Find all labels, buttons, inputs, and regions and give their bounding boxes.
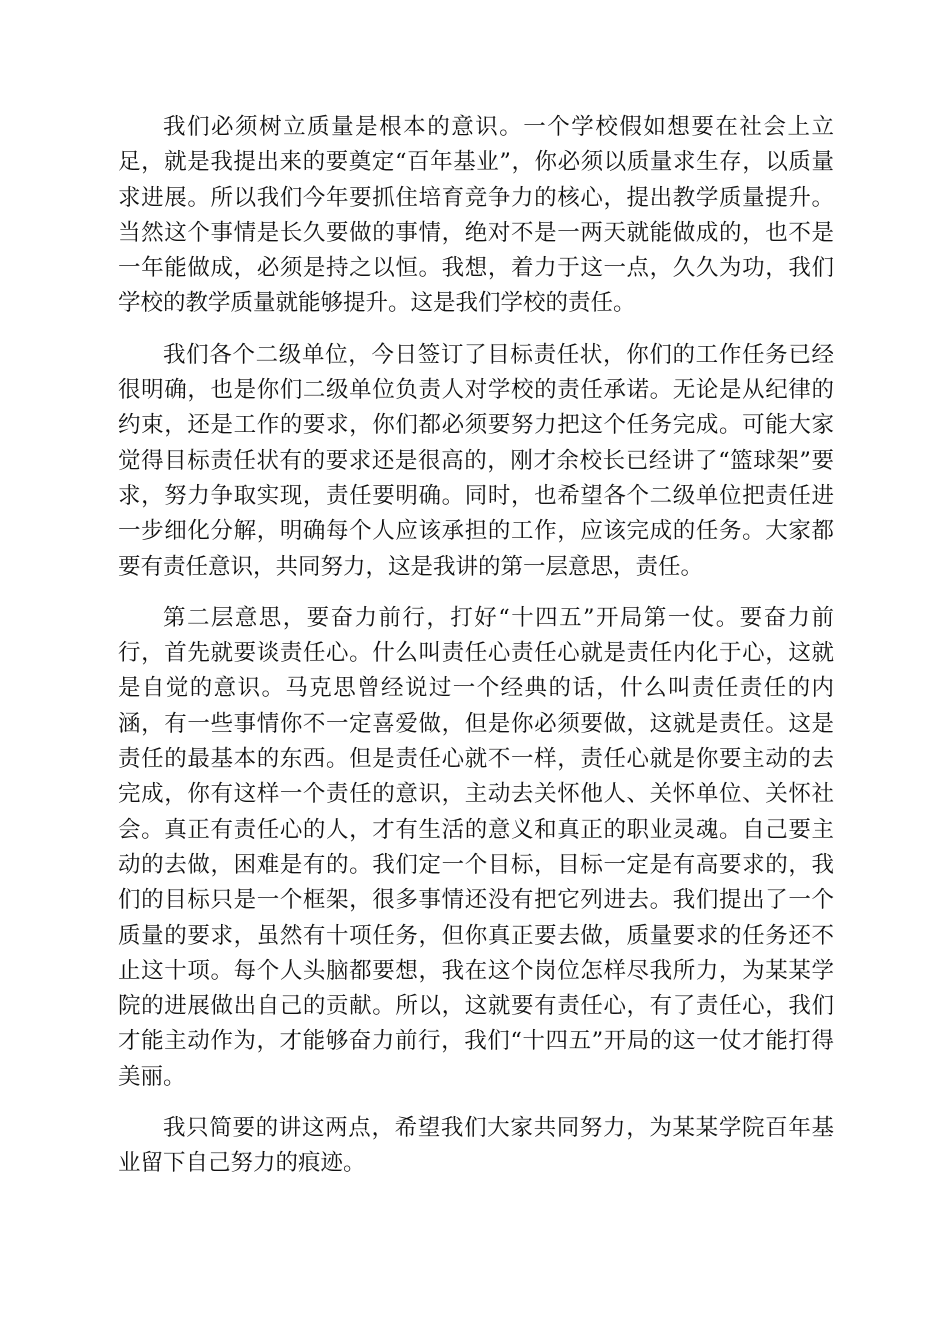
paragraph-quality: 我们必须树立质量是根本的意识。一个学校假如想要在社会上立足，就是我提出来的要奠定“百年基业”，你必须以质量求生存，以质量求进展。所以我们今年要抓住培育竞争力的核心，提出教学质量提升。当然这个事情是长久要做的事情，绝对不是一两天就能做成的，也不是一年能做成，必须是持之以恒。我想，着力于这一点，久久为功，我们学校的教学质量就能够提升。这是我们学校的责任。 [118, 114, 834, 317]
paragraph-sense-of-responsibility: 第二层意思，要奋力前行，打好“十四五”开局第一仗。要奋力前行，首先就要谈责任心。什么叫责任心责任心就是责任内化于心，这就是自觉的意识。马克思曾经说过一个经典的话，什么叫责任责任的内涵，有一些事情你不一定喜爱做，但是你必须要做，这就是责任。这是责任的最基本的东西。但是责任心就不一样，责任心就是你要主动的去完成，你有这样一个责任的意识，主动去关怀他人、关怀单位、关怀社会。真正有责任心的人，才有生活的意义和真正的职业灵魂。自己要主动的去做，困难是有的。我们定一个目标，目标一定是有高要求的，我们的目标只是一个框架，很多事情还没有把它列进去。我们提出了一个质量的要求，虽然有十项任务，但你真正要去做，质量要求的任务还不止这十项。每个人头脑都要想，我在这个岗位怎样尽我所力，为某某学院的进展做出自己的贡献。所以，这就要有责任心，有了责任心，我们才能主动作为，才能够奋力前行，我们“十四五”开局的这一仗才能打得美丽。 [118, 604, 834, 1090]
document-body [118, 110, 834, 1182]
paragraph-responsibility: 我们各个二级单位，今日签订了目标责任状，你们的工作任务已经很明确，也是你们二级单位负责人对学校的责任承诺。无论是从纪律的约束，还是工作的要求，你们都必须要努力把这个任务完成。可能大家觉得目标责任状有的要求还是很高的，刚才余校长已经讲了“篮球架”要求，努力争取实现，责任要明确。同时，也希望各个二级单位把责任进一步细化分解，明确每个人应该承担的工作，应该完成的任务。大家都要有责任意识，共同努力，这是我讲的第一层意思，责任。 [118, 341, 834, 580]
paragraph-closing: 我只简要的讲这两点，希望我们大家共同努力，为某某学院百年基业留下自己努力的痕迹。 [118, 1115, 834, 1177]
